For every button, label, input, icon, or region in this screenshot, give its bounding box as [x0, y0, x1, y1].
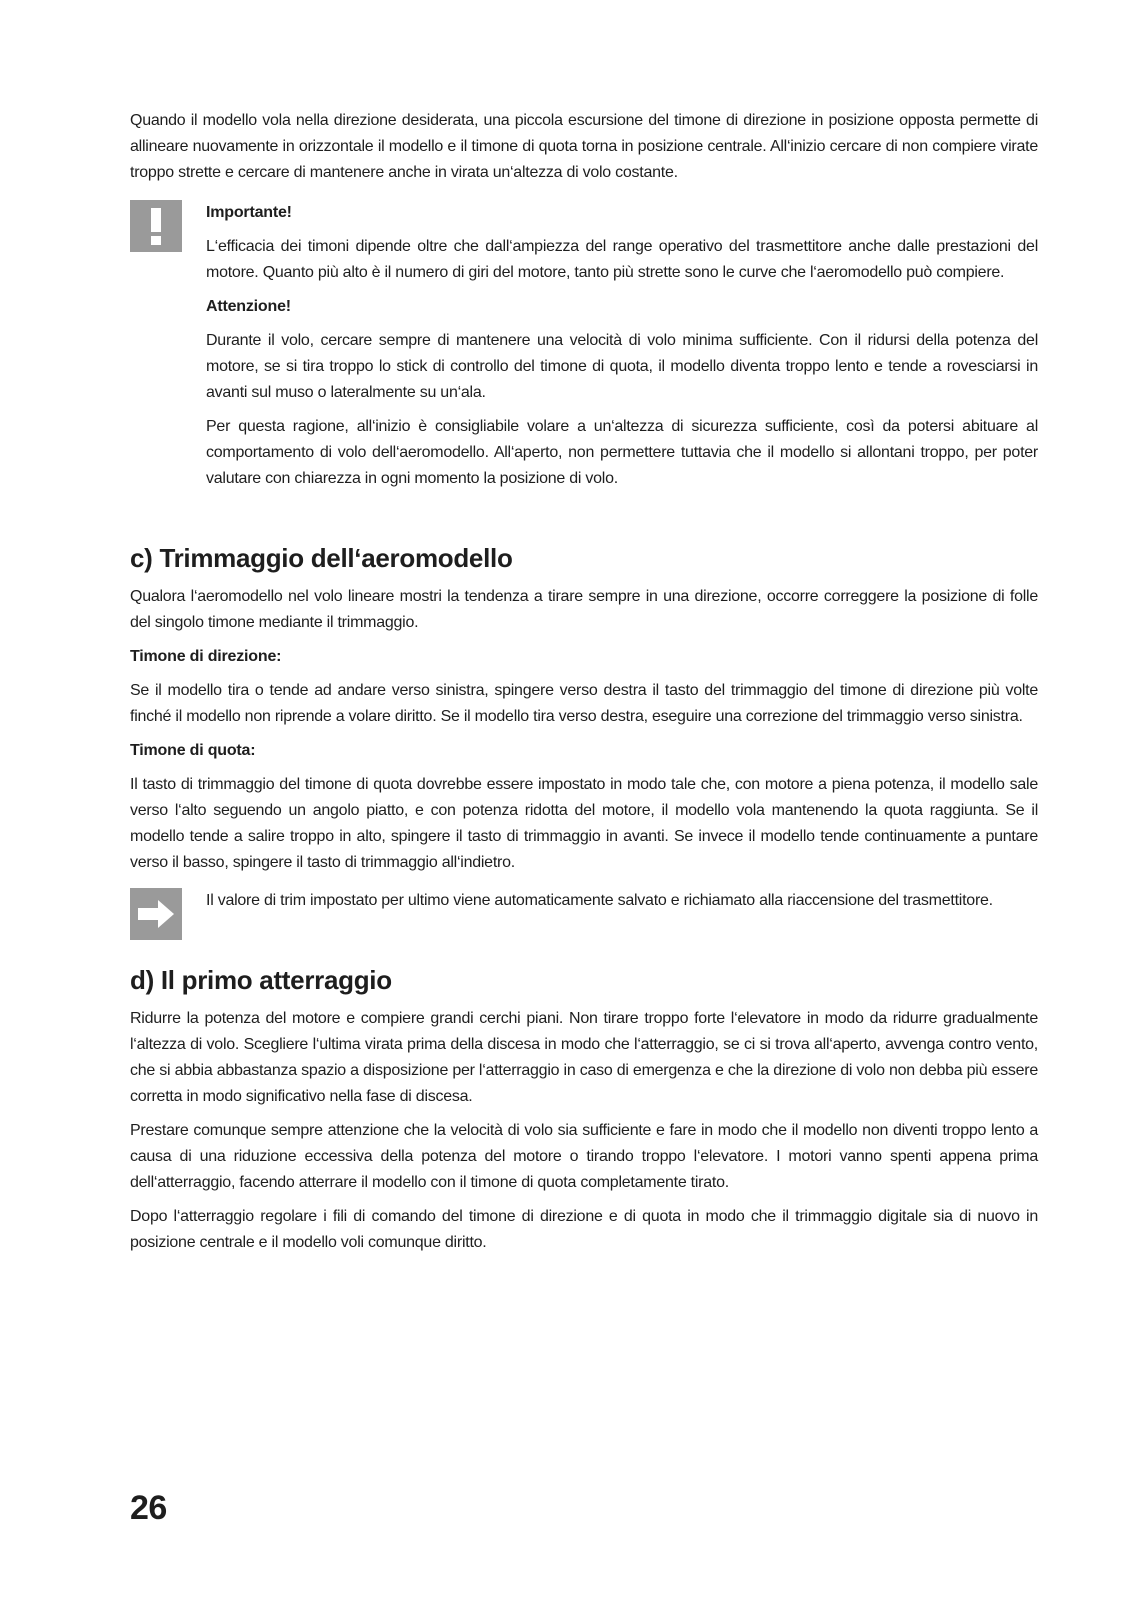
rudder-label: Timone di direzione:	[130, 648, 282, 665]
attention-paragraph-2: Per questa ragione, all‘inizio è consigliabile volare a un‘altezza di sicurezza sufficiente, così da potersi abituare al comportamento di volo dell‘aeromodello. All‘aperto, non permettere tuttavia che il modello si allontani troppo, per poter valutare con chiarezza in ogni momento la posizione di volo.	[206, 418, 1038, 487]
rudder-text: Se il modello tira o tende ad andare verso sinistra, spingere verso destra il tasto del trimmaggio del timone di direzione più volte finché il modello non riprende a volare diritto. Se il modello tira verso destra, eseguire una correzione del trimmaggio verso sinistra.	[130, 682, 1038, 725]
trim-note-text: Il valore di trim impostato per ultimo viene automaticamente salvato e richiamato alla riaccensione del trasmettitore.	[206, 892, 993, 909]
section-c-intro: Qualora l‘aeromodello nel volo lineare mostri la tendenza a tirare sempre in una direzione, occorre correggere la posizione di folle del singolo timone mediante il trimmaggio.	[130, 588, 1038, 631]
attention-title: Attenzione!	[206, 298, 291, 315]
page-number: 26	[130, 1489, 167, 1527]
section-c-heading: c) Trimmaggio dell‘aeromodello	[130, 543, 513, 573]
section-d-paragraph-1: Ridurre la potenza del motore e compiere grandi cerchi piani. Non tirare troppo forte l‘elevatore in modo da ridurre gradualmente l‘altezza di volo. Scegliere l‘ultima virata prima della discesa in modo che l‘atterraggio, se ci si trova all‘aperto, avvenga contro vento, che si abbia abbastanza spazio a disposizione per l‘atterraggio in caso di emergenza e che la direzione di volo non debba più essere corretta in modo significativo nella fase di discesa.	[130, 1010, 1038, 1105]
section-d-paragraph-3: Dopo l‘atterraggio regolare i fili di comando del timone di direzione e di quota in modo che il trimmaggio digitale sia di nuovo in posizione centrale e il modello voli comunque diritto.	[130, 1208, 1038, 1251]
elevator-label: Timone di quota:	[130, 742, 256, 759]
page-content	[130, 108, 1038, 1256]
attention-paragraph-1: Durante il volo, cercare sempre di mantenere una velocità di volo minima sufficiente. Con il ridursi della potenza del motore, se si tira troppo lo stick di controllo del timone di quota, il modello diventa troppo lento e tende a rovesciarsi in avanti sul muso o lateralmente su un‘ala.	[206, 332, 1038, 401]
intro-paragraph: Quando il modello vola nella direzione desiderata, una piccola escursione del timone di direzione in posizione opposta permette di allineare nuovamente in orizzontale il modello e il timone di quota torna in posizione centrale. All‘inizio cercare di non compiere virate troppo strette e cercare di mantenere anche in virata un‘altezza di volo costante.	[130, 112, 1038, 181]
exclamation-icon	[130, 200, 182, 252]
elevator-text: Il tasto di trimmaggio del timone di quota dovrebbe essere impostato in modo tale che, con motore a piena potenza, il modello sale verso l‘alto seguendo un angolo piatto, e con potenza ridotta del motore, il modello vola mantenendo la quota raggiunta. Se il modello tende a salire troppo in alto, spingere il tasto di trimmaggio in avanti. Se invece il modello tende continuamente a puntare verso il basso, spingere il tasto di trimmaggio all‘indietro.	[130, 776, 1038, 871]
important-title: Importante!	[206, 204, 292, 221]
important-text: L‘efficacia dei timoni dipende oltre che dall‘ampiezza del range operativo del trasmettitore anche dalle prestazioni del motore. Quanto più alto è il numero di giri del motore, tanto più strette sono le curve che l‘aeromodello può compiere.	[206, 238, 1038, 281]
important-note	[130, 200, 1038, 492]
arrow-right-icon	[130, 888, 182, 940]
section-d-heading: d) Il primo atterraggio	[130, 965, 392, 995]
section-d-paragraph-2: Prestare comunque sempre attenzione che la velocità di volo sia sufficiente e fare in modo che il modello non diventi troppo lento a causa di una riduzione eccessiva della potenza del motore o tirando troppo l‘elevatore. I motori vanno spenti appena prima dell‘atterraggio, facendo atterrare il modello con il timone di quota completamente tirato.	[130, 1122, 1038, 1191]
trim-note	[130, 888, 1038, 914]
